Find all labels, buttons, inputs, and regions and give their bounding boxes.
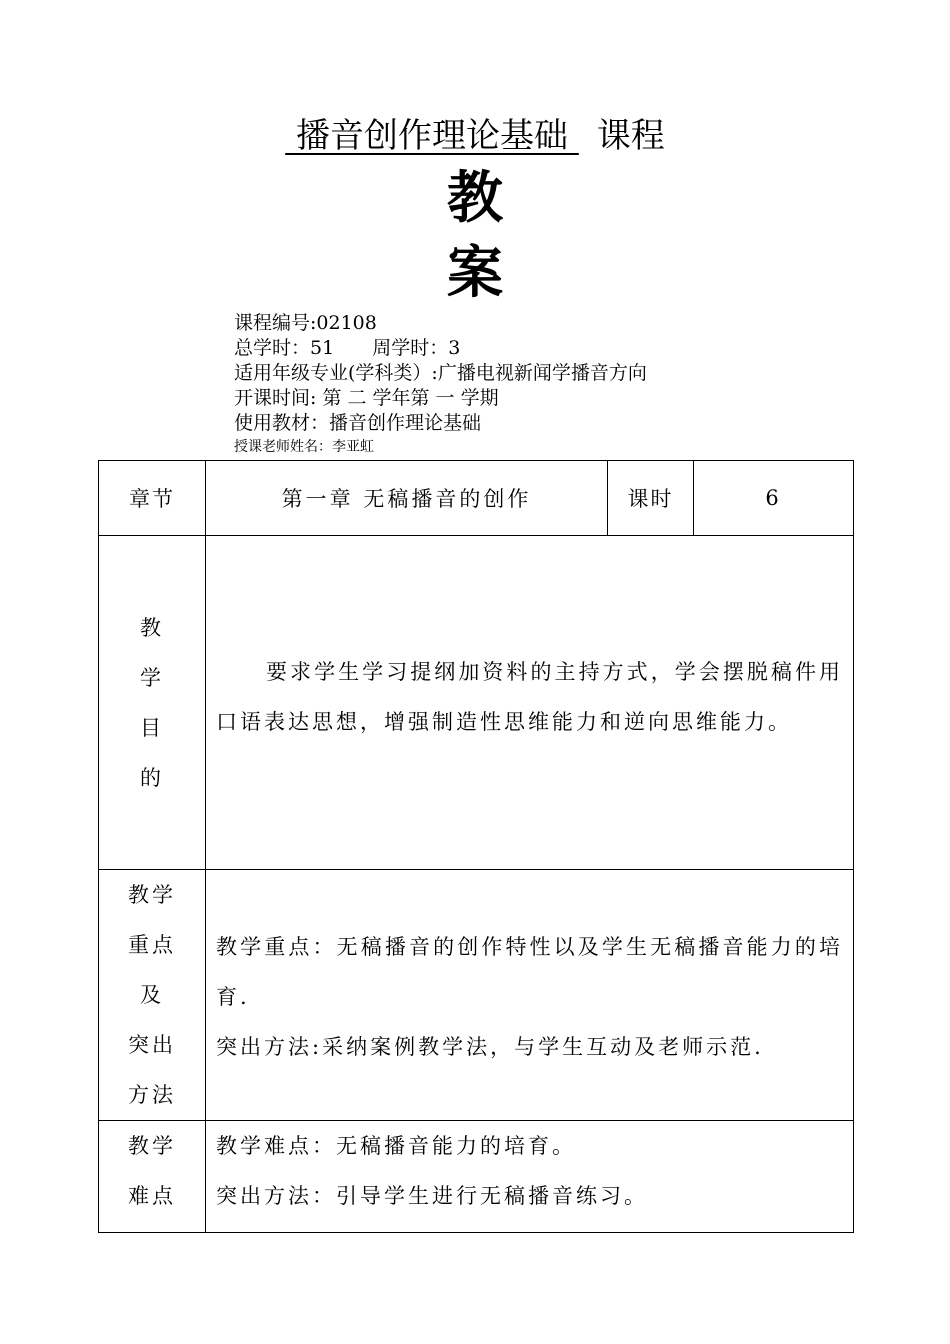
- total-hours: 总学时：51: [234, 337, 335, 359]
- difficulty-row: [99, 1121, 854, 1233]
- key-method-text: 突出方法:采纳案例教学法，与学生互动及老师示范.: [216, 1035, 764, 1059]
- key-point-text: 教学重点：无稿播音的创作特性以及学生无稿播音能力的培育.: [216, 935, 843, 1009]
- chapter-value: 第一章 无稿播音的创作: [206, 461, 608, 536]
- textbook: 使用教材：播音创作理论基础: [234, 412, 482, 434]
- objective-label: 教 学 目 的: [99, 536, 206, 870]
- key-points-label: 教学 重点 及 突出 方法: [99, 870, 206, 1121]
- chapter-label: 章节: [99, 461, 206, 536]
- course-code: 课程编号:02108: [234, 312, 377, 334]
- course-term: 开课时间: 第 二 学年第 一 学期: [234, 387, 499, 409]
- lesson-table: [98, 460, 854, 1233]
- difficulty-content: [206, 1121, 854, 1233]
- course-title: [0, 112, 950, 160]
- course-suffix: 课程: [596, 116, 665, 156]
- difficulty-point-text: 教学难点：无稿播音能力的培育。: [216, 1134, 576, 1158]
- big-title-char-1: 教: [447, 166, 503, 231]
- objective-content: [206, 536, 854, 870]
- hours-row: [234, 336, 647, 361]
- teacher-name: 授课老师姓名：李亚虹: [234, 439, 374, 455]
- hours-label: 课时: [608, 461, 694, 536]
- big-title-char-2: 案: [447, 241, 503, 306]
- course-name: 播音创作理论基础: [296, 116, 568, 156]
- applicable-major: 适用年级专业(学科类）:广播电视新闻学播音方向: [234, 362, 647, 384]
- weekly-hours: 周学时：3: [372, 337, 461, 359]
- key-points-content: [206, 870, 854, 1121]
- objective-row: [99, 536, 854, 870]
- hours-value: 6: [694, 461, 854, 536]
- difficulty-label: 教学 难点: [99, 1121, 206, 1233]
- difficulty-method-text: 突出方法：引导学生进行无稿播音练习。: [216, 1184, 648, 1208]
- key-points-row: [99, 870, 854, 1121]
- course-meta: [234, 311, 647, 457]
- objective-text: 要求学生学习提纲加资料的主持方式，学会摆脱稿件用口语表达思想，增强制造性思维能力和逆向思维能力。: [216, 659, 843, 734]
- chapter-row: [99, 461, 854, 536]
